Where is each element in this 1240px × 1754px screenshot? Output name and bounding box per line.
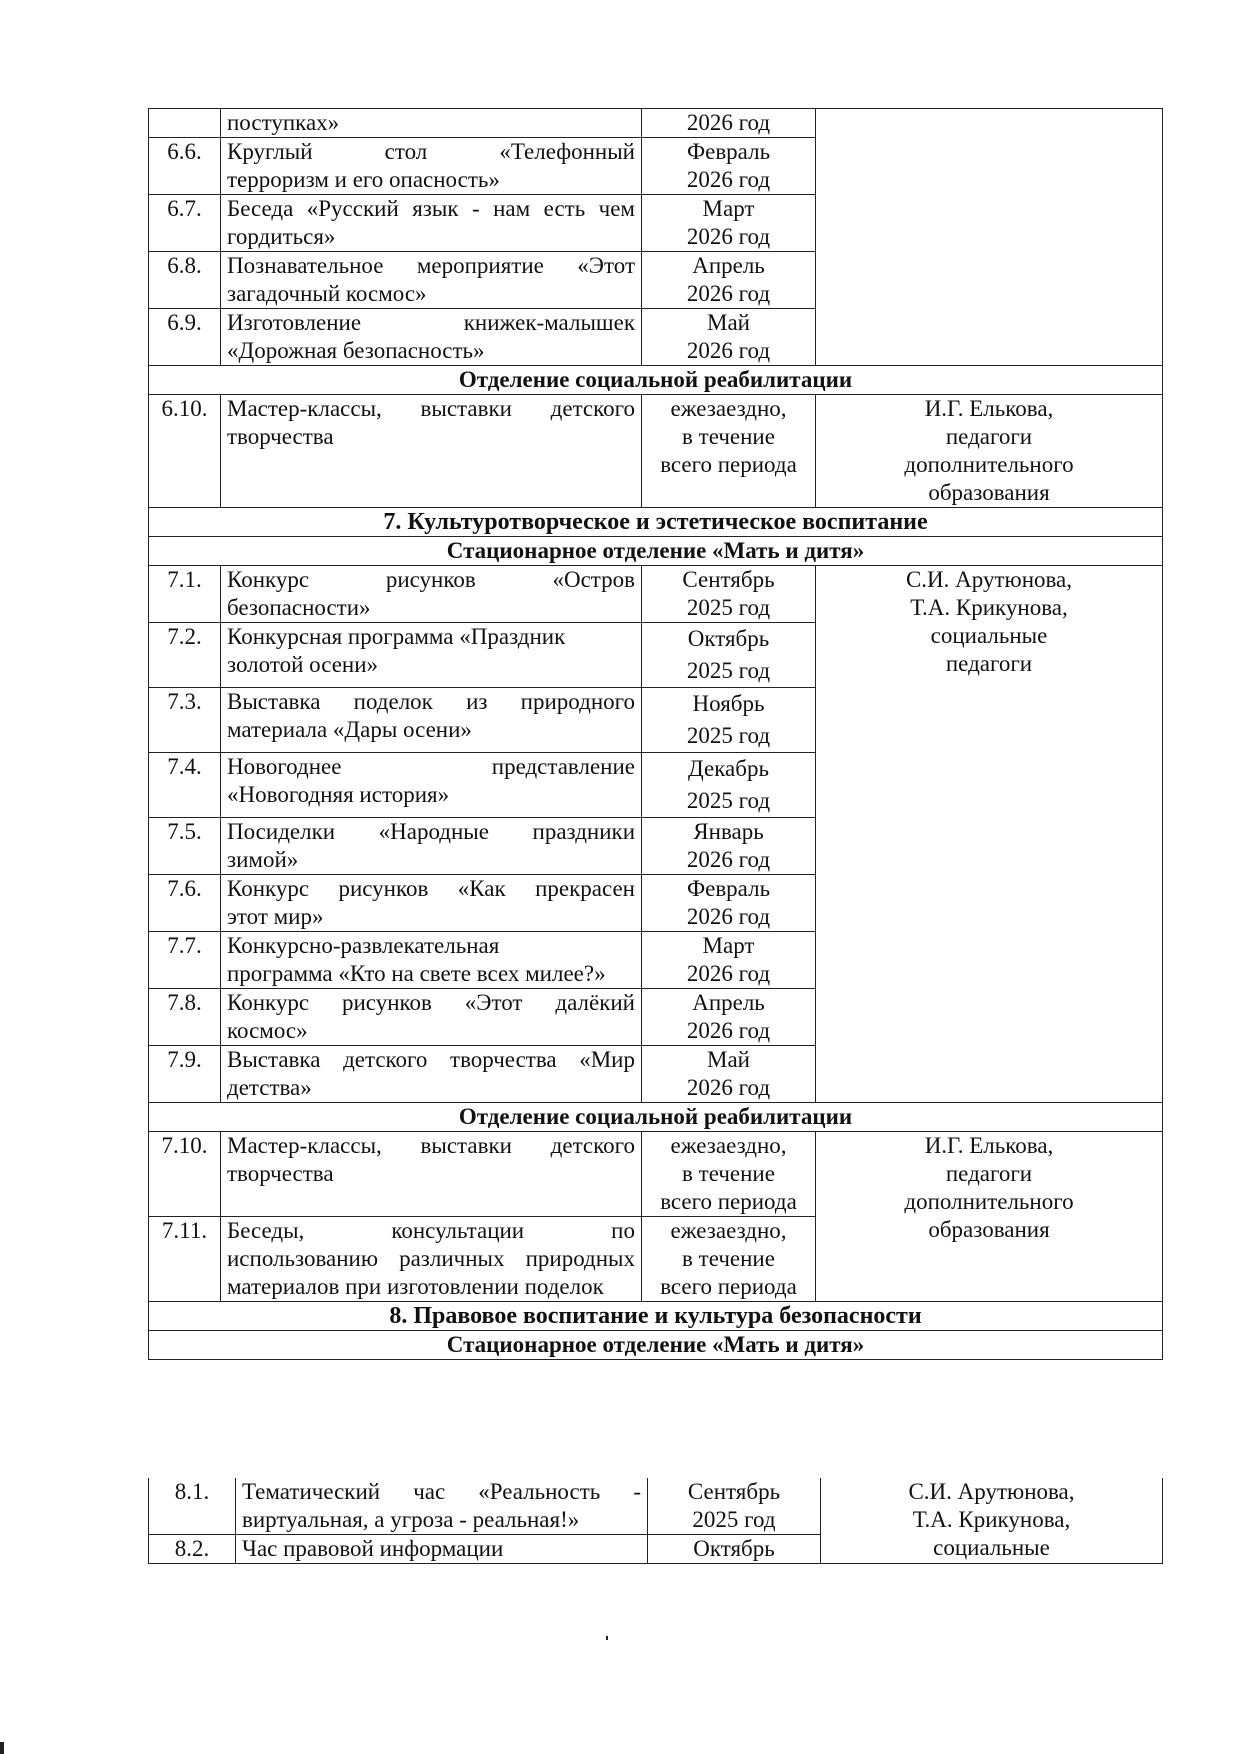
item-number: 6.7. — [149, 195, 221, 252]
responsible-cell: С.И. Арутюнова, Т.А. Крикунова, социальные — [821, 1478, 1163, 1564]
event-name: Новогоднее представление «Новогодняя история» — [221, 753, 642, 818]
event-name: Познавательное мероприятие «Этот загадочный космос» — [221, 252, 642, 309]
responsible-cell: И.Г. Елькова, педагоги дополнительного образования — [816, 395, 1163, 508]
responsible-cell: С.И. Арутюнова, Т.А. Крикунова, социальные педагоги — [816, 566, 1163, 1103]
subsection-title: Отделение социальной реабилитации — [149, 366, 1163, 395]
item-number: 6.9. — [149, 309, 221, 366]
item-number: 7.2. — [149, 623, 221, 688]
subsection-title: Стационарное отделение «Мать и дитя» — [149, 1331, 1163, 1360]
item-number: 6.10. — [149, 395, 221, 508]
subsection-header-row — [149, 366, 1163, 395]
item-number: 6.8. — [149, 252, 221, 309]
item-number: 7.10. — [149, 1132, 221, 1217]
event-date: Октябрь — [648, 1535, 821, 1564]
subsection-title: Стационарное отделение «Мать и дитя» — [149, 537, 1163, 566]
event-date: Май 2026 год — [642, 1046, 816, 1103]
event-date: Январь 2026 год — [642, 818, 816, 875]
event-name: Посиделки «Народные праздники зимой» — [221, 818, 642, 875]
item-number: 7.9. — [149, 1046, 221, 1103]
item-number: 7.5. — [149, 818, 221, 875]
item-number: 8.1. — [149, 1478, 236, 1535]
event-name: Конкурсно-развлекательная программа «Кто на свете всех милее?» — [221, 932, 642, 989]
subsection-header-row — [149, 1103, 1163, 1132]
plan-table-section-8 — [148, 1478, 1163, 1564]
subsection-header-row — [149, 537, 1163, 566]
item-number: 7.1. — [149, 566, 221, 623]
item-number: 7.7. — [149, 932, 221, 989]
event-name: Конкурс рисунков «Этот далёкий космос» — [221, 989, 642, 1046]
table-row — [149, 566, 1163, 623]
event-name: Мастер-классы, выставки детского творчества — [221, 395, 642, 508]
scan-mark — [606, 1636, 608, 1640]
event-date: 2026 год — [642, 109, 816, 138]
event-date: Октябрь 2025 год — [642, 623, 816, 688]
event-name: Конкурс рисунков «Как прекрасен этот мир» — [221, 875, 642, 932]
event-date: Сентябрь 2025 год — [648, 1478, 821, 1535]
table-row — [149, 109, 1163, 138]
table-row — [149, 1478, 1163, 1535]
section-header-row — [149, 508, 1163, 537]
event-name: Тематический час «Реальность - виртуальная, а угроза - реальная!» — [236, 1478, 648, 1535]
event-date: Февраль 2026 год — [642, 875, 816, 932]
responsible-cell — [816, 109, 1163, 366]
item-number: 7.8. — [149, 989, 221, 1046]
event-date: Апрель 2026 год — [642, 989, 816, 1046]
event-name: Конкурсная программа «Праздник золотой осени» — [221, 623, 642, 688]
event-date: ежезаездно, в течение всего периода — [642, 1132, 816, 1217]
event-date: Ноябрь 2025 год — [642, 688, 816, 753]
event-name: Беседы, консультации по использованию различных природных материалов при изготовлении поделок — [221, 1217, 642, 1302]
subsection-header-row — [149, 1331, 1163, 1360]
item-number: 7.6. — [149, 875, 221, 932]
event-name: Круглый стол «Телефонный терроризм и его опасность» — [221, 138, 642, 195]
item-number: 7.3. — [149, 688, 221, 753]
item-number: 7.11. — [149, 1217, 221, 1302]
item-number: 8.2. — [149, 1535, 236, 1564]
event-name: Мастер-классы, выставки детского творчества — [221, 1132, 642, 1217]
event-name: поступках» — [221, 109, 642, 138]
event-name: Конкурс рисунков «Остров безопасности» — [221, 566, 642, 623]
event-date: Апрель 2026 год — [642, 252, 816, 309]
table-row — [149, 1132, 1163, 1217]
scan-mark — [0, 1742, 4, 1754]
event-name: Час правовой информации — [236, 1535, 648, 1564]
event-date: Декабрь 2025 год — [642, 753, 816, 818]
event-date: Май 2026 год — [642, 309, 816, 366]
responsible-cell: И.Г. Елькова, педагоги дополнительного образования — [816, 1132, 1163, 1302]
section-title: 8. Правовое воспитание и культура безопасности — [149, 1302, 1163, 1331]
event-date: Сентябрь 2025 год — [642, 566, 816, 623]
item-number: 6.6. — [149, 138, 221, 195]
event-name: Выставка поделок из природного материала «Дары осени» — [221, 688, 642, 753]
subsection-title: Отделение социальной реабилитации — [149, 1103, 1163, 1132]
event-date: ежезаездно, в течение всего периода — [642, 395, 816, 508]
event-date: Февраль 2026 год — [642, 138, 816, 195]
table-row — [149, 395, 1163, 508]
section-title: 7. Культуротворческое и эстетическое воспитание — [149, 508, 1163, 537]
section-header-row — [149, 1302, 1163, 1331]
event-name: Выставка детского творчества «Мир детства» — [221, 1046, 642, 1103]
plan-table — [148, 108, 1163, 1360]
event-date: ежезаездно, в течение всего периода — [642, 1217, 816, 1302]
event-name: Беседа «Русский язык - нам есть чем гордиться» — [221, 195, 642, 252]
event-date: Март 2026 год — [642, 932, 816, 989]
event-name: Изготовление книжек-малышек «Дорожная безопасность» — [221, 309, 642, 366]
event-date: Март 2026 год — [642, 195, 816, 252]
item-number — [149, 109, 221, 138]
item-number: 7.4. — [149, 753, 221, 818]
